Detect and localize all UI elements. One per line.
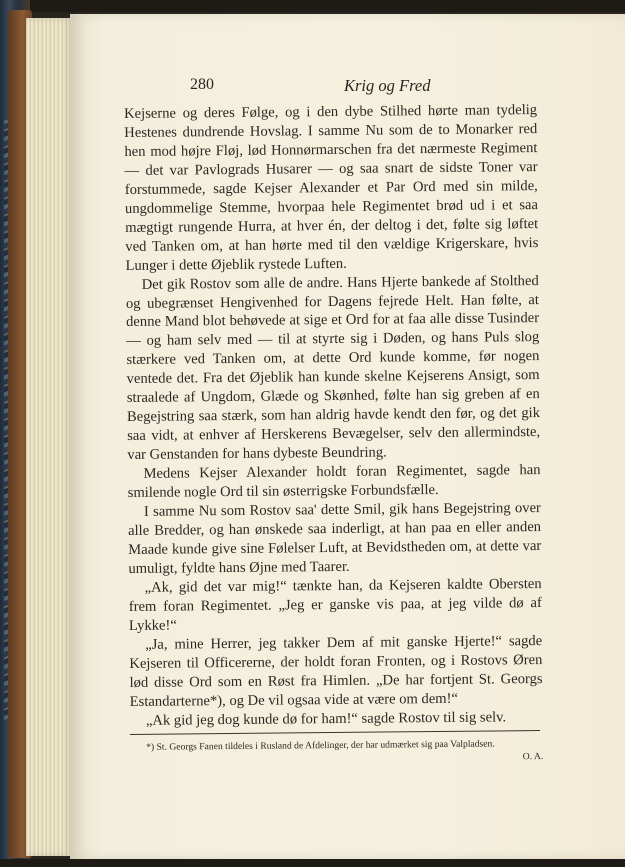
paragraph: Kejserne og deres Følge, og i den dybe Stilhed hørte man tydelig Hestenes dundrende Hovslag. I samme Nu som de to Monarker red hen mod højre Fløj, lød Honnørmarschen fra det nærmeste Regiment — det var Pavlograds Husarer — og saa snart de sidste Toner var forstummede, sagde Kejser Alexander et Par Ord med sin milde, ungdommelige Stemme, hvorpaa hele Regimentet brød ud i et saa mægtigt rungende Hurra, at hver én, der deltog i det, følte sig løftet ved Tanken om, at han hørte med til den vældige Krigerskare, hvis Lunger i dette Øjeblik rystede Luften. — [124, 102, 539, 274]
running-head — [70, 76, 625, 102]
page-edges — [26, 18, 74, 856]
footnote-signature: O. A. — [522, 751, 544, 763]
paragraph: I samme Nu som Rostov saa' dette Smil, gik hans Begejstring over alle Bredder, og han ønskede saa inderligt, at han paa en eller anden Maade kunde give sine Følelser Luft, at Bevidstheden om, at dette var umuligt, fyldte hans Øjne med Taarer. — [128, 500, 542, 577]
paragraph: Det gik Rostov som alle de andre. Hans Hjerte bankede af Stolthed og ubegrænset Hengivenhed for Dagens fejrede Helt. Han følte, at denne Mand blot behøvede at sige et Ord for at faa alle disse Tusinder — og ham selv med — til at styrte sig i Døden, og hans Puls slog stærkere ved Tanken om, at dette Ord kunde komme, før nogen ventede det. Fra det Øjeblik han kunde skelne Kejserens Ansigt, som straalede af Ungdom, Glæde og Skønhed, følte han sig greben af en Begejstring saa stærk, som han aldrig havde kendt den før, og det gik saa vidt, at enhver af Herskerens Bevægelser, selv den allermindste, var Genstanden for hans dybeste Beundring. — [125, 272, 541, 464]
footnote-rule — [130, 730, 540, 735]
page-number: 280 — [190, 76, 214, 93]
bottom-edge — [0, 859, 625, 867]
paragraph: Medens Kejser Alexander holdt foran Regimentet, sagde han smilende nogle Ord til sin østerrigske Forbundsfælle. — [127, 462, 541, 502]
paragraph: „Ak gid jeg dog kunde dø for ham!“ sagde Rostov til sig selv. — [145, 708, 507, 729]
top-edge — [0, 0, 625, 12]
book-title: Krig og Fred — [344, 76, 431, 95]
paragraph: „Ja, mine Herrer, jeg takker Dem af mit ganske Hjerte!“ sagde Kejseren til Officererne, der holdt foran Fronten, og i Rostovs Øren lød disse Ord som en Røst fra Himlen. „De har fortjent St. Georgs Estandarterne*), og De vil ogsaa vide at være om dem!“ — [129, 632, 543, 710]
footnote: *) St. Georgs Fanen tildeles i Rusland de Afdelinger, der har udmærket sig paa Valpladsen. — [146, 738, 495, 754]
paragraph: „Ak, gid det var mig!“ tænkte han, da Kejseren kaldte Obersten frem foran Regimentet. „Jeg er ganske vis paa, at jeg vilde dø af Lykke!“ — [128, 575, 542, 634]
body-text — [124, 101, 543, 767]
